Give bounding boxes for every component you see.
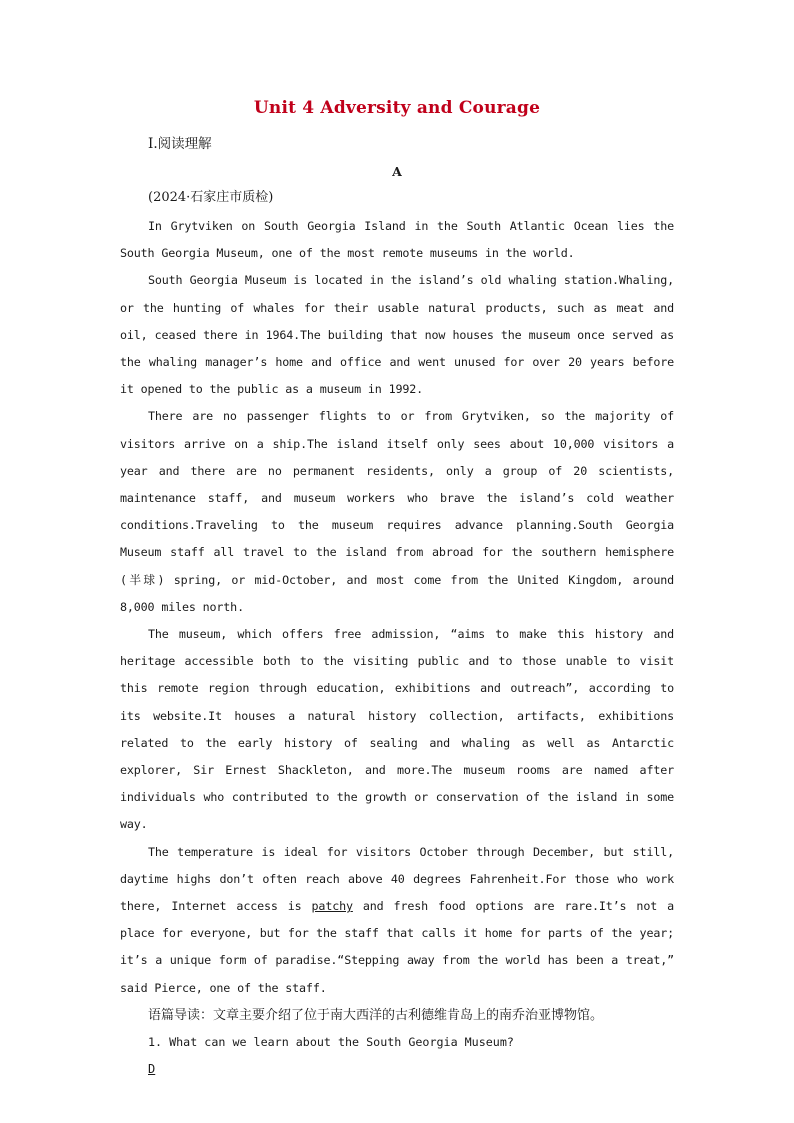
paragraph-5-before: The temperature is ideal for visitors October through December, but still, daytime highs don’t often reach above 40 degrees Fahrenheit.For those who work there, Internet access is [120,844,674,914]
paragraph-4: The museum, which offers free admission, “aims to make this history and heritage accessible both to the visiting public and to those unable to visit this remote region through education, exhibitions and outreach”, according to its website.It houses a natural history collection, artifacts, exhibitions related to the early history of sealing and whaling as well as Antarctic explorer, Sir Ernest Shackleton, and more.The museum rooms are named after individuals who contributed to the growth or conservation of the island in some way. [120,627,674,832]
paragraph-2: South Georgia Museum is located in the island’s old whaling station.Whaling, or the hunting of whales for their usable natural products, such as meat and oil, ceased there in 1964.The building that now houses the museum once served as the whaling manager’s home and office and went unused for over 20 years before it opened to the public as a museum in 1992. [120,273,674,397]
passage-source: (2024·石家庄市质检) [148,190,274,205]
question-1: 1. What can we learn about the South Georgia Museum? [148,1034,514,1049]
document-page [120,96,674,1083]
paragraph-5-after: and fresh food options are rare.It’s not a place for everyone, but for the staff that calls it home for parts of the year; it’s a unique form of paradise.“Stepping away from the world has been a treat,” said Pierce, one of the staff. [120,899,674,995]
paragraph-1: In Grytviken on South Georgia Island in the South Atlantic Ocean lies the South Georgia Museum, one of the most remote museums in the world. [120,219,674,261]
answer-1: D [148,1061,156,1076]
answer-line [120,1056,674,1083]
unit-title: Unit 4 Adversity and Courage [253,98,541,118]
passage-guide: 语篇导读：文章主要介绍了位于南大西洋的古利德维肯岛上的南乔治亚博物馆。 [148,1007,604,1023]
section-label: Ⅰ.阅读理解 [148,136,212,152]
paragraph-5 [120,839,674,1002]
passage-letter: A [392,164,402,179]
paragraph-3: There are no passenger flights to or from Grytviken, so the majority of visitors arrive on a ship.The island itself only sees about 10,000 visitors a year and there are no permanent residents, only a group of 20 scientists, maintenance staff, and museum workers who brave the island’s cold weather conditions.Traveling to the museum requires advance planning.South Georgia Museum staff all travel to the island from abroad for the southern hemisphere (半球) spring, or mid-October, and most come from the United Kingdom, around 8,000 miles north. [120,409,674,614]
underlined-word-patchy: patchy [311,899,353,914]
